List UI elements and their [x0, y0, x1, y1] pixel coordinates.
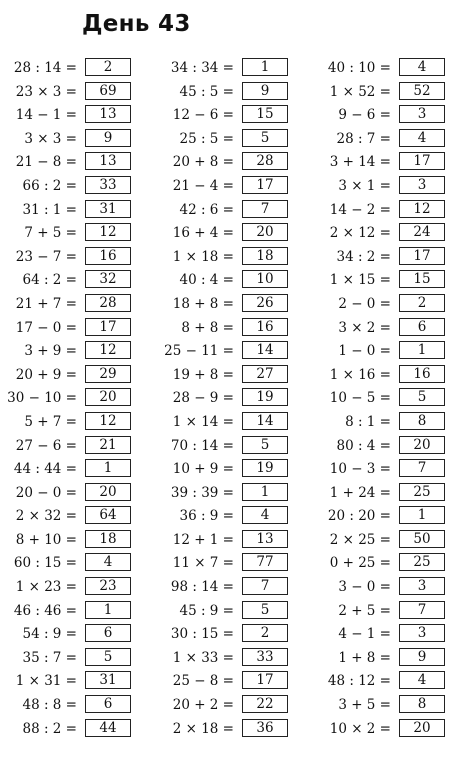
exercise-expression: 21 − 8 = [15, 154, 77, 171]
exercise-expression: 3 × 2 = [338, 319, 391, 336]
exercise-expression: 9 − 6 = [338, 107, 391, 124]
exercise-row [0, 411, 445, 435]
exercise-row [0, 340, 445, 364]
exercise-expression: 28 : 7 = [336, 130, 391, 147]
exercise-row [0, 670, 445, 694]
answer-box: 17 [85, 318, 131, 336]
exercise-expression: 14 − 1 = [15, 107, 77, 124]
answer-box: 5 [242, 601, 288, 619]
answer-box: 5 [242, 129, 288, 147]
exercise-row [0, 505, 445, 529]
exercise-expression: 3 × 3 = [24, 130, 77, 147]
exercise-expression: 21 + 7 = [15, 295, 77, 312]
exercise-expression: 10 × 2 = [329, 720, 391, 737]
answer-box: 5 [399, 388, 445, 406]
exercise-expression: 2 × 32 = [15, 508, 77, 525]
exercise-expression: 88 : 2 = [22, 720, 77, 737]
answer-box: 7 [399, 459, 445, 477]
exercise-expression: 1 × 52 = [329, 83, 391, 100]
exercise-expression: 44 : 44 = [13, 461, 77, 478]
answer-box: 1 [242, 483, 288, 501]
exercise-row [0, 104, 445, 128]
answer-box: 4 [399, 671, 445, 689]
exercise-expression: 23 − 7 = [15, 248, 77, 265]
exercise-expression: 3 + 9 = [24, 343, 77, 360]
answer-box: 18 [85, 530, 131, 548]
answer-box: 6 [85, 624, 131, 642]
exercise-expression: 1 + 8 = [338, 649, 391, 666]
answer-box: 17 [399, 152, 445, 170]
exercise-row [0, 552, 445, 576]
answer-box: 12 [399, 200, 445, 218]
exercise-row [0, 576, 445, 600]
exercise-expression: 1 × 31 = [15, 673, 77, 690]
exercise-expression: 3 + 5 = [338, 697, 391, 714]
answer-box: 64 [85, 506, 131, 524]
exercise-expression: 3 + 14 = [329, 154, 391, 171]
answer-box: 3 [399, 577, 445, 595]
answer-box: 7 [242, 577, 288, 595]
answer-box: 33 [242, 648, 288, 666]
answer-box: 15 [399, 270, 445, 288]
answer-box: 6 [399, 318, 445, 336]
exercise-expression: 8 + 10 = [15, 531, 77, 548]
exercise-expression: 12 − 6 = [172, 107, 234, 124]
answer-box: 31 [85, 671, 131, 689]
answer-box: 13 [85, 152, 131, 170]
exercise-expression: 10 + 9 = [172, 461, 234, 478]
exercise-expression: 19 + 8 = [172, 366, 234, 383]
exercise-expression: 31 : 1 = [22, 201, 77, 218]
answer-box: 24 [399, 223, 445, 241]
exercise-expression: 34 : 2 = [336, 248, 391, 265]
answer-box: 77 [242, 553, 288, 571]
answer-box: 8 [399, 412, 445, 430]
answer-box: 16 [242, 318, 288, 336]
exercise-expression: 45 : 9 = [179, 602, 234, 619]
exercise-expression: 80 : 4 = [336, 437, 391, 454]
exercise-expression: 18 + 8 = [172, 295, 234, 312]
answer-box: 17 [242, 176, 288, 194]
exercise-expression: 2 − 0 = [338, 295, 391, 312]
answer-box: 5 [85, 648, 131, 666]
answer-box: 28 [85, 294, 131, 312]
answer-box: 16 [85, 247, 131, 265]
answer-box: 25 [399, 553, 445, 571]
exercise-expression: 1 × 15 = [329, 272, 391, 289]
answer-box: 50 [399, 530, 445, 548]
exercise-expression: 30 − 10 = [7, 390, 77, 407]
exercise-row [0, 458, 445, 482]
page-title: День 43 [82, 11, 191, 37]
exercise-expression: 20 + 9 = [15, 366, 77, 383]
exercise-expression: 1 × 23 = [15, 579, 77, 596]
answer-box: 28 [242, 152, 288, 170]
answer-box: 2 [85, 58, 131, 76]
answer-box: 1 [85, 459, 131, 477]
column-3 [0, 57, 445, 741]
answer-box: 33 [85, 176, 131, 194]
exercise-row [0, 151, 445, 175]
exercise-expression: 34 : 34 = [170, 60, 234, 76]
answer-box: 6 [85, 695, 131, 713]
exercise-expression: 39 : 39 = [170, 484, 234, 501]
exercise-expression: 30 : 15 = [170, 626, 234, 643]
exercise-expression: 7 + 5 = [24, 225, 77, 242]
exercise-expression: 1 + 24 = [329, 484, 391, 501]
exercise-row [0, 529, 445, 553]
answer-box: 12 [85, 341, 131, 359]
answer-box: 19 [242, 459, 288, 477]
answer-box: 2 [242, 624, 288, 642]
exercise-expression: 25 − 8 = [172, 673, 234, 690]
answer-box: 44 [85, 719, 131, 737]
exercise-row [0, 600, 445, 624]
answer-box: 29 [85, 365, 131, 383]
answer-box: 20 [399, 719, 445, 737]
exercise-expression: 2 × 25 = [329, 531, 391, 548]
answer-box: 3 [399, 624, 445, 642]
answer-box: 3 [399, 105, 445, 123]
exercise-expression: 3 − 0 = [338, 579, 391, 596]
answer-box: 1 [85, 601, 131, 619]
exercise-expression: 28 − 9 = [172, 390, 234, 407]
exercise-expression: 36 : 9 = [179, 508, 234, 525]
answer-box: 14 [242, 412, 288, 430]
answer-box: 13 [242, 530, 288, 548]
answer-box: 1 [399, 506, 445, 524]
answer-box: 13 [85, 105, 131, 123]
exercise-expression: 28 : 14 = [13, 60, 77, 76]
answer-box: 20 [85, 483, 131, 501]
answer-box: 20 [85, 388, 131, 406]
exercise-expression: 8 : 1 = [345, 413, 391, 430]
exercise-row [0, 387, 445, 411]
answer-box: 23 [85, 577, 131, 595]
exercise-expression: 1 × 33 = [172, 649, 234, 666]
answer-box: 36 [242, 719, 288, 737]
exercise-expression: 1 − 0 = [338, 343, 391, 360]
answer-box: 18 [242, 247, 288, 265]
exercise-expression: 10 − 3 = [329, 461, 391, 478]
exercise-expression: 10 − 5 = [329, 390, 391, 407]
exercise-row [0, 647, 445, 671]
exercise-expression: 20 + 2 = [172, 697, 234, 714]
exercise-row [0, 435, 445, 459]
exercise-expression: 64 : 2 = [22, 272, 77, 289]
answer-box: 20 [242, 223, 288, 241]
exercise-expression: 98 : 14 = [170, 579, 234, 596]
exercise-expression: 48 : 12 = [327, 673, 391, 690]
answer-box: 27 [242, 365, 288, 383]
exercise-row [0, 246, 445, 270]
exercise-row [0, 57, 445, 81]
answer-box: 26 [242, 294, 288, 312]
exercise-row [0, 694, 445, 718]
answer-box: 22 [242, 695, 288, 713]
exercise-expression: 25 : 5 = [179, 130, 234, 147]
exercise-row [0, 482, 445, 506]
answer-box: 12 [85, 223, 131, 241]
answer-box: 4 [85, 553, 131, 571]
answer-box: 4 [242, 506, 288, 524]
answer-box: 7 [242, 200, 288, 218]
exercise-row [0, 623, 445, 647]
answer-box: 69 [85, 82, 131, 100]
exercise-expression: 25 − 11 = [164, 343, 234, 360]
exercise-expression: 4 − 1 = [338, 626, 391, 643]
exercise-expression: 1 × 18 = [172, 248, 234, 265]
answer-box: 4 [399, 58, 445, 76]
exercise-expression: 1 × 16 = [329, 366, 391, 383]
exercise-expression: 20 + 8 = [172, 154, 234, 171]
exercise-expression: 70 : 14 = [170, 437, 234, 454]
exercise-expression: 12 + 1 = [172, 531, 234, 548]
answer-box: 12 [85, 412, 131, 430]
exercise-row [0, 293, 445, 317]
exercise-row [0, 364, 445, 388]
exercise-expression: 48 : 8 = [22, 697, 77, 714]
answer-box: 9 [242, 82, 288, 100]
exercise-row [0, 317, 445, 341]
exercise-expression: 20 : 20 = [327, 508, 391, 525]
exercise-expression: 42 : 6 = [179, 201, 234, 218]
exercise-expression: 21 − 4 = [172, 177, 234, 194]
exercise-row [0, 199, 445, 223]
exercise-row [0, 128, 445, 152]
answer-box: 1 [399, 341, 445, 359]
answer-box: 5 [242, 436, 288, 454]
exercise-expression: 3 × 1 = [338, 177, 391, 194]
exercise-expression: 2 + 5 = [338, 602, 391, 619]
answer-box: 52 [399, 82, 445, 100]
exercise-expression: 46 : 46 = [13, 602, 77, 619]
answer-box: 32 [85, 270, 131, 288]
exercise-expression: 0 + 25 = [329, 555, 391, 572]
exercise-expression: 45 : 5 = [179, 83, 234, 100]
exercise-expression: 54 : 9 = [22, 626, 77, 643]
answer-box: 16 [399, 365, 445, 383]
answer-box: 14 [242, 341, 288, 359]
answer-box: 8 [399, 695, 445, 713]
exercise-expression: 2 × 18 = [172, 720, 234, 737]
answer-box: 1 [242, 58, 288, 76]
answer-box: 9 [85, 129, 131, 147]
exercise-expression: 16 + 4 = [172, 225, 234, 242]
exercise-expression: 8 + 8 = [181, 319, 234, 336]
exercise-expression: 1 × 14 = [172, 413, 234, 430]
answer-box: 31 [85, 200, 131, 218]
exercise-row [0, 81, 445, 105]
answer-box: 7 [399, 601, 445, 619]
exercise-expression: 27 − 6 = [15, 437, 77, 454]
exercise-expression: 11 × 7 = [172, 555, 234, 572]
answer-box: 20 [399, 436, 445, 454]
answer-box: 2 [399, 294, 445, 312]
exercise-expression: 60 : 15 = [13, 555, 77, 572]
answer-box: 25 [399, 483, 445, 501]
answer-box: 4 [399, 129, 445, 147]
answer-box: 17 [399, 247, 445, 265]
answer-box: 21 [85, 436, 131, 454]
answer-box: 17 [242, 671, 288, 689]
exercise-expression: 35 : 7 = [22, 649, 77, 666]
exercise-expression: 14 − 2 = [329, 201, 391, 218]
exercise-expression: 66 : 2 = [22, 177, 77, 194]
answer-box: 15 [242, 105, 288, 123]
exercise-expression: 40 : 10 = [327, 60, 391, 76]
exercise-expression: 17 − 0 = [15, 319, 77, 336]
answer-box: 19 [242, 388, 288, 406]
exercise-expression: 5 + 7 = [24, 413, 77, 430]
exercise-row [0, 175, 445, 199]
exercise-expression: 2 × 12 = [329, 225, 391, 242]
exercise-row [0, 222, 445, 246]
answer-box: 9 [399, 648, 445, 666]
exercise-row [0, 269, 445, 293]
answer-box: 3 [399, 176, 445, 194]
answer-box: 10 [242, 270, 288, 288]
exercise-expression: 23 × 3 = [15, 83, 77, 100]
exercise-expression: 20 − 0 = [15, 484, 77, 501]
exercise-expression: 40 : 4 = [179, 272, 234, 289]
exercise-row [0, 718, 445, 742]
